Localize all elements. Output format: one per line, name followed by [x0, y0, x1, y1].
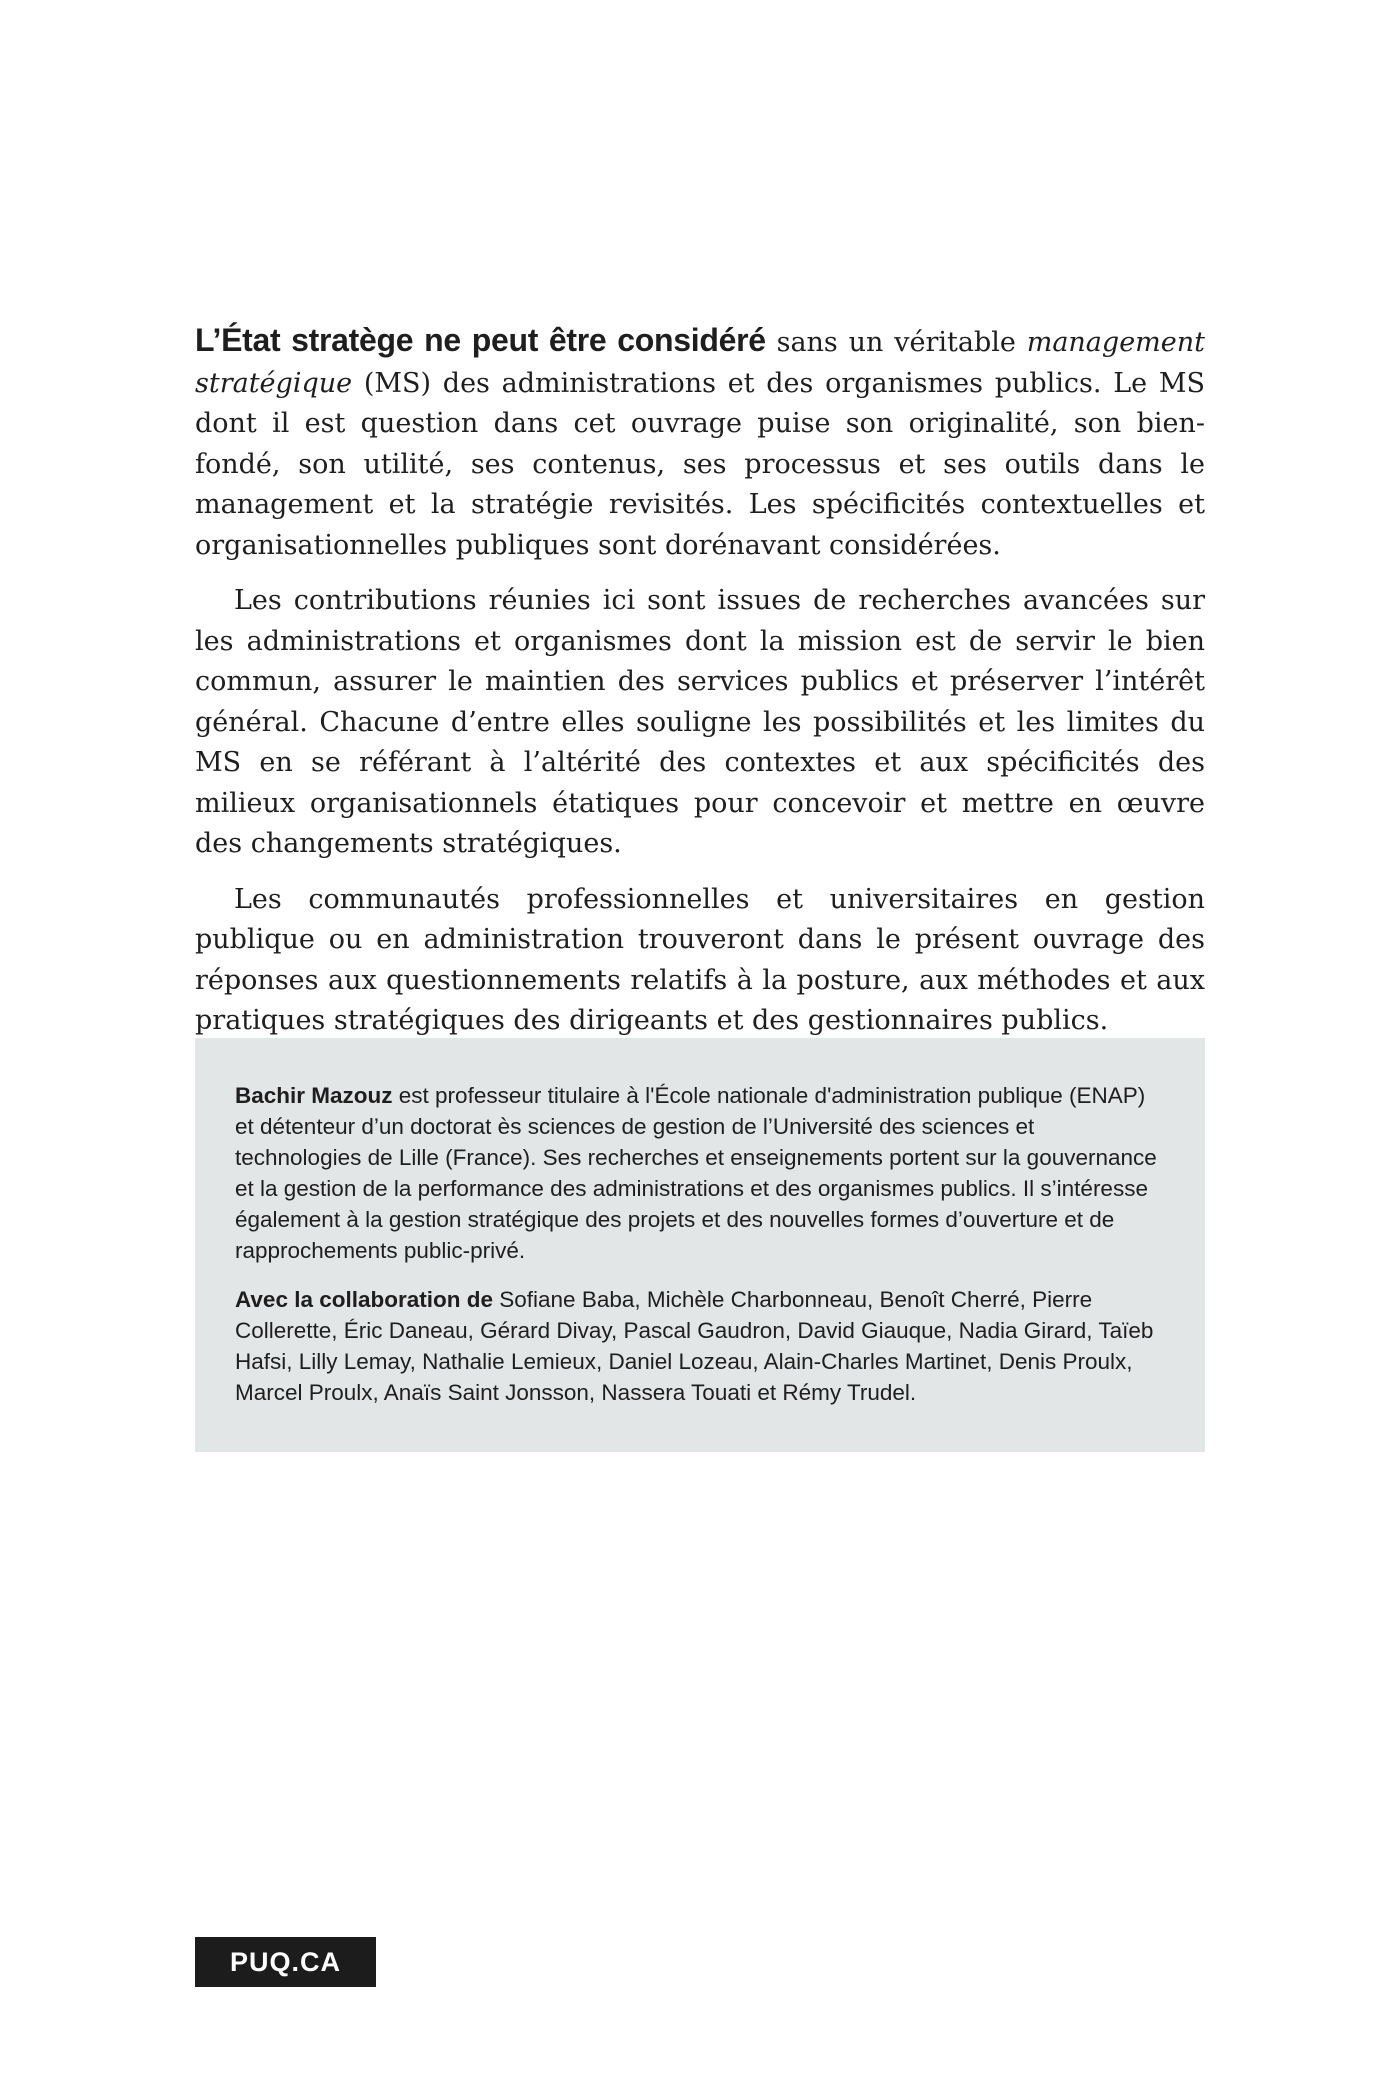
- paragraph-1-part-1: sans un véritable: [765, 327, 1027, 358]
- summary-paragraph-1: [195, 320, 1205, 566]
- paragraph-1-part-2: (MS) des administrations et des organismes publics. Le MS dont il est question dans cet ouvrage puise son originalité, son bien-fondé, son utilité, ses contenus, ses processus et ses outils dans le management et la stratégie revisités. Les spécificités contextuelles et organisationnelles publiques sont dorénavant considérées.: [195, 367, 1205, 561]
- publisher-badge: PUQ.CA: [195, 1937, 376, 1987]
- summary-paragraph-3: Les communautés professionnelles et universitaires en gestion publique ou en administration trouveront dans le présent ouvrage des réponses aux questionnements relatifs à la posture, aux méthodes et aux pratiques stratégiques des dirigeants et des gestionnaires publics.: [195, 883, 1205, 1036]
- collaborators-list: Sofiane Baba, Michèle Charbonneau, Benoît Cherré, Pierre Collerette, Éric Daneau, Gérard Divay, Pascal Gaudron, David Giauque, Nadia Girard, Taïeb Hafsi, Lilly Lemay, Nathalie Lemieux, Daniel Lozeau, Alain-Charles Martinet, Denis Proulx, Marcel Proulx, Anaïs Saint Jonsson, Nassera Touati et Rémy Trudel.: [235, 1287, 1154, 1405]
- management-strategique-emphasis: management stratégique: [195, 327, 1205, 399]
- author-bio-text: est professeur titulaire à l'École nationale d'administration publique (ENAP) et détenteur d’un doctorat ès sciences de gestion de l’Université des sciences et technologies de Lille (France). Ses recherches et enseignements portent sur la gouvernance et la gestion de la performance des administrations et des organismes publics. Il s’intéresse également à la gestion stratégique des projets et des nouvelles formes d’ouverture et de rapprochements public-privé.: [235, 1083, 1157, 1263]
- collaborators-label: Avec la collaboration de: [235, 1287, 493, 1312]
- author-name: Bachir Mazouz: [235, 1083, 393, 1108]
- lead-phrase: L’État stratège ne peut être considéré: [195, 322, 766, 358]
- summary-text: [195, 320, 1205, 1057]
- collaborators: [235, 1284, 1165, 1408]
- author-bio-box: [195, 1038, 1205, 1452]
- summary-paragraph-2: Les contributions réunies ici sont issues de recherches avancées sur les administrations et organismes dont la mission est de servir le bien commun, assurer le maintien des services publics et préserver l’intérêt général. Chacune d’entre elles souligne les possibilités et les limites du MS en se référant à l’altérité des contextes et aux spécificités des milieux organisationnels étatiques pour concevoir et mettre en œuvre des changements stratégiques.: [195, 585, 1205, 859]
- author-bio: [235, 1080, 1165, 1266]
